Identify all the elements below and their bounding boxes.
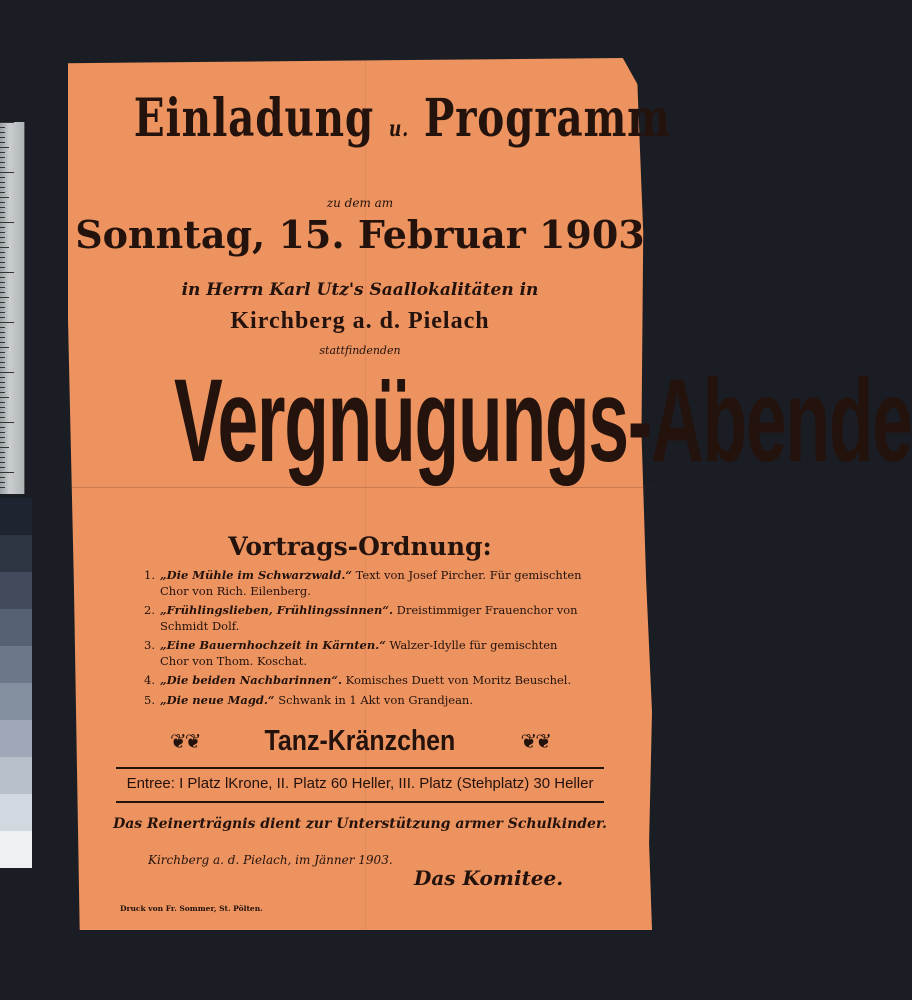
measuring-ruler [0,122,25,494]
item-description: Dreistimmiger Frauenchor von Schmidt Dolf. [160,603,578,633]
divider-bottom [116,801,604,803]
ruler-tick [0,302,5,303]
ruler-tick [0,172,14,173]
ruler-tick [0,422,14,423]
place-name: Kirchberg a. d. Pielach [230,308,490,334]
item-title: „Die neue Magd.“ [160,692,275,707]
ruler-tick [0,352,5,353]
ruler-tick [0,137,5,138]
gray-patch [0,757,32,794]
item-title: „Die beiden Nachbarinnen“. [160,673,342,688]
program-heading: Vortrags-Ordnung: [228,532,492,561]
item-title: „Frühlingslieben, Frühlingssinnen“. [160,603,393,618]
gray-patch [0,794,32,831]
taking-place-text: stattfindenden [319,344,401,357]
ruler-tick [0,152,5,153]
item-number: 3. [144,638,155,653]
gray-patch [0,720,32,757]
place-date: Kirchberg a. d. Pielach, im Jänner 1903. [148,853,393,867]
title-conjunction: u. [388,116,409,142]
item-description: Komisches Duett von Moritz Beuschel. [345,673,572,688]
ruler-tick [0,372,14,373]
item-title: „Die Mühle im Schwarzwald.“ [160,568,352,582]
gray-patch [0,683,32,720]
ruler-tick [0,362,5,363]
ruler-tick [0,402,5,403]
dance-line [170,721,550,761]
ruler-tick [0,177,5,178]
ruler-tick [0,342,5,343]
item-number: 5. [144,692,155,707]
item-number: 4. [144,673,155,688]
intro-text: zu dem am [326,196,394,210]
program-item [144,673,584,689]
ruler-tick [0,197,9,198]
ruler-tick [0,322,14,323]
ruler-tick [0,217,5,218]
ruler-tick [0,297,9,298]
poster-headline: Vergnügungs-Abende [174,355,912,487]
ruler-tick [0,127,5,128]
ruler-tick [0,437,5,438]
gray-patch [0,646,32,683]
ruler-tick [0,222,14,223]
ruler-tick [0,387,5,388]
ruler-tick [0,157,5,158]
ruler-tick [0,382,5,383]
ornament-right-icon: ❦❦ [520,729,550,753]
ruler-tick [0,312,5,313]
ruler-tick [0,162,5,163]
program-item [144,638,584,669]
ruler-tick [0,147,9,148]
ruler-tick [0,427,5,428]
printer-credit: Druck von Fr. Sommer, St. Pölten. [120,904,263,913]
program-list [144,568,584,712]
program-item [144,693,584,709]
committee-signature: Das Komitee. [414,866,564,890]
ruler-tick [0,212,5,213]
ruler-tick [0,412,5,413]
ruler-tick [0,337,5,338]
item-description: Walzer-Idylle für gemischten Chor von Thom. Koschat. [160,638,558,668]
ruler-tick [0,257,5,258]
gray-patch [0,609,32,646]
ruler-tick [0,477,5,478]
ruler-tick [0,192,5,193]
item-description: Schwank in 1 Akt von Grandjean. [278,692,473,707]
ruler-tick [0,242,5,243]
ruler-tick [0,122,14,123]
ruler-tick [0,247,9,248]
ruler-tick [0,237,5,238]
ruler-tick [0,292,5,293]
poster-title [133,88,671,149]
gray-patch [0,572,32,609]
item-description: Text von Josef Pircher. Für gemischten Chor von Rich. Eilenberg. [160,568,582,598]
ruler-tick [0,182,5,183]
venue-line: in Herrn Karl Utz's Saallokalitäten in [181,280,539,300]
ruler-tick [0,272,14,273]
ruler-tick [0,227,5,228]
ruler-tick [0,142,5,143]
entry-prices: Entree: I Platz lKrone, II. Platz 60 Heller, III. Platz (Stehplatz) 30 Heller [126,775,594,792]
title-part-2: Programm [423,88,671,149]
title-part-1: Einladung [133,88,375,149]
gray-patch [0,498,32,535]
gray-patch [0,535,32,572]
ruler-tick [0,377,5,378]
ruler-tick [0,202,5,203]
fold-line-vertical [365,58,366,930]
ruler-tick [0,467,5,468]
ruler-tick [0,327,5,328]
ruler-tick [0,442,5,443]
ruler-tick [0,307,5,308]
fold-line-horizontal [68,487,652,488]
ruler-tick [0,462,5,463]
ruler-tick [0,447,9,448]
proceeds-note: Das Reinerträgnis dient zur Unterstützung armer Schulkinder. [113,816,607,832]
ruler-tick [0,287,5,288]
program-item [144,603,584,634]
ruler-tick [0,417,5,418]
program-item [144,568,584,599]
ruler-tick [0,482,5,483]
ruler-tick [0,317,5,318]
ruler-tick [0,432,5,433]
ruler-tick [0,282,5,283]
ruler-tick [0,452,5,453]
ruler-tick [0,277,5,278]
ruler-tick [0,252,5,253]
item-title: „Eine Bauernhochzeit in Kärnten.“ [160,638,386,653]
ruler-tick [0,207,5,208]
ruler-tick [0,167,5,168]
ruler-tick [0,332,5,333]
ruler-tick [0,262,5,263]
ruler-tick [0,132,5,133]
poster-sheet [68,58,912,930]
ruler-tick [0,392,5,393]
ruler-tick [0,357,5,358]
divider-top [116,767,604,769]
ruler-tick [0,472,14,473]
ornament-left-icon: ❦❦ [170,729,200,753]
ruler-tick [0,347,9,348]
gray-patch [0,831,32,868]
ruler-tick [0,232,5,233]
item-number: 2. [144,603,155,618]
ruler-tick [0,267,5,268]
ruler-tick [0,487,5,488]
grayscale-calibration-strip [0,498,32,868]
event-date: Sonntag, 15. Februar 1903 [75,212,645,257]
item-number: 1. [144,568,155,582]
ruler-tick [0,397,9,398]
dance-title: Tanz-Kränzchen [264,724,456,757]
ruler-tick [0,187,5,188]
ruler-tick [0,367,5,368]
ruler-tick [0,407,5,408]
ruler-tick [0,457,5,458]
